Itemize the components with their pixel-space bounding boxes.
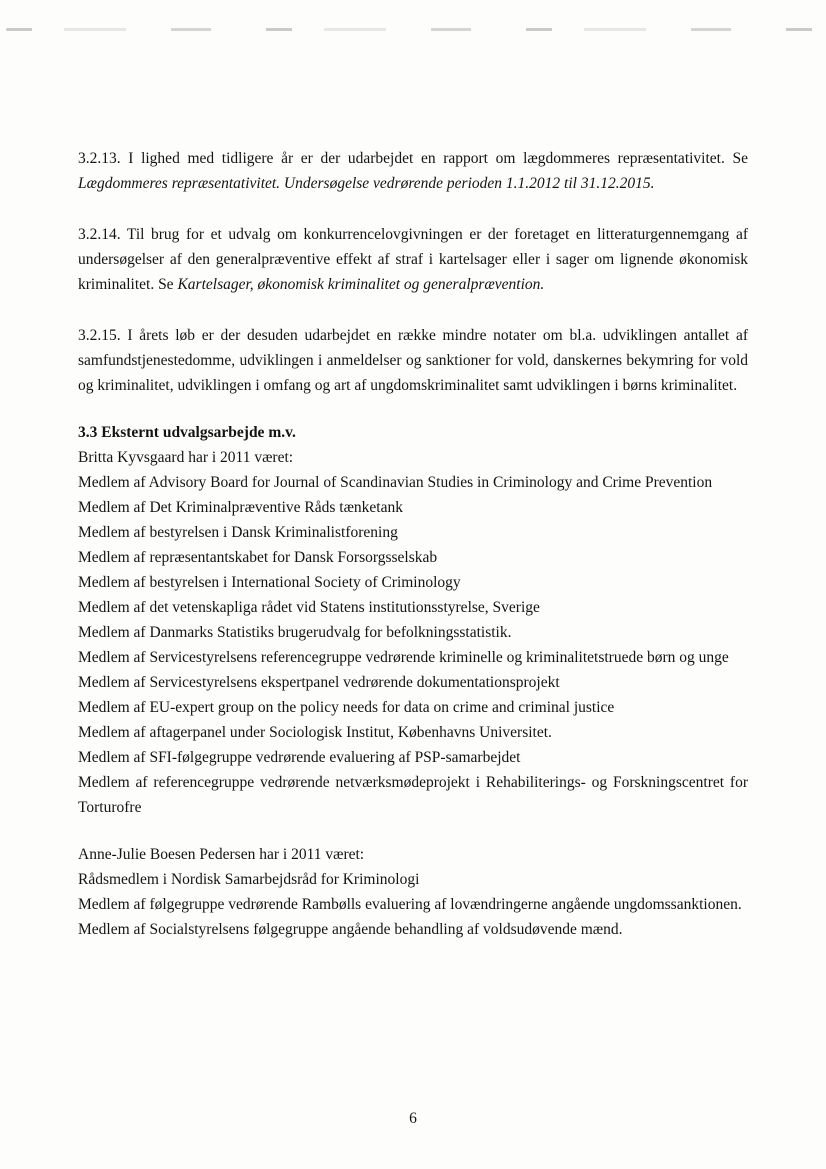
paragraph-3-2-13-text: 3.2.13. I lighed med tidligere år er der udarbejdet en rapport om lægdommeres repræsentativitet. Se: [78, 150, 748, 167]
paragraph-3-2-14-text: 3.2.14. Til brug for et udvalg om konkurrencelovgivningen er der foretaget en litteraturgennemgang af undersøgelser af den generalpræventive effekt af straf i kartelsager eller i sager om lignende økonomisk kriminalitet. Se: [78, 226, 748, 293]
list-item: Medlem af repræsentantskabet for Dansk Forsorgsselskab: [78, 549, 438, 566]
list-item: Medlem af Servicestyrelsens ekspertpanel vedrørende dokumentationsprojekt: [78, 674, 560, 691]
list-item: Medlem af bestyrelsen i Dansk Kriminalistforening: [78, 524, 398, 541]
report-title-kartelsager: Kartelsager, økonomisk kriminalitet og generalprævention.: [177, 276, 545, 293]
list-item: Medlem af Danmarks Statistiks brugerudvalg for befolkningsstatistik.: [78, 624, 512, 641]
list-item: Medlem af Det Kriminalpræventive Råds tænketank: [78, 499, 403, 516]
section-heading-3-3: 3.3 Eksternt udvalgsarbejde m.v.: [78, 424, 296, 441]
list-item: Medlem af følgegruppe vedrørende Rambølls evaluering af lovændringerne angående ungdomssanktionen.: [78, 896, 742, 913]
britta-membership-list: [78, 470, 748, 820]
anne-membership-list: [78, 867, 748, 942]
scan-artifact-line: [6, 28, 820, 31]
anne-section: [78, 842, 748, 942]
list-item: Medlem af Advisory Board for Journal of Scandinavian Studies in Criminology and Crime Prevention: [78, 474, 713, 491]
list-item: Medlem af SFI-følgegruppe vedrørende evaluering af PSP-samarbejdet: [78, 749, 521, 766]
list-item: Rådsmedlem i Nordisk Samarbejdsråd for Kriminologi: [78, 871, 420, 888]
page-number: 6: [409, 1110, 417, 1127]
list-item: Medlem af Socialstyrelsens følgegruppe angående behandling af voldsudøvende mænd.: [78, 921, 623, 938]
list-item: Medlem af bestyrelsen i International Society of Criminology: [78, 574, 461, 591]
page-content: [78, 146, 748, 942]
list-item: Medlem af aftagerpanel under Sociologisk Institut, Københavns Universitet.: [78, 724, 552, 741]
list-item: Medlem af referencegruppe vedrørende netværksmødeprojekt i Rehabiliterings- og Forskningscentret for Torturofre: [78, 774, 748, 816]
britta-intro-line: Britta Kyvsgaard har i 2011 været:: [78, 449, 294, 466]
report-title-laegdommeres: Lægdommeres repræsentativitet. Undersøgelse vedrørende perioden 1.1.2012 til 31.12.2015.: [78, 175, 655, 192]
paragraph-3-2-13: [78, 146, 748, 196]
paragraph-3-2-15: 3.2.15. I årets løb er der desuden udarbejdet en række mindre notater om bl.a. udviklingen antallet af samfundstjenestedomme, udviklingen i anmeldelser og sanktioner for vold, danskernes bekymring for vold og kriminalitet, udviklingen i omfang og art af ungdomskriminalitet samt udviklingen i børns kriminalitet.: [78, 327, 748, 394]
list-item: Medlem af det vetenskapliga rådet vid Statens institutionsstyrelse, Sverige: [78, 599, 540, 616]
anne-intro-line: Anne-Julie Boesen Pedersen har i 2011 været:: [78, 846, 365, 863]
list-item: Medlem af EU-expert group on the policy needs for data on crime and criminal justice: [78, 699, 615, 716]
paragraph-3-2-14: [78, 222, 748, 297]
list-item: Medlem af Servicestyrelsens referencegruppe vedrørende kriminelle og kriminalitetstruede børn og unge: [78, 649, 729, 666]
